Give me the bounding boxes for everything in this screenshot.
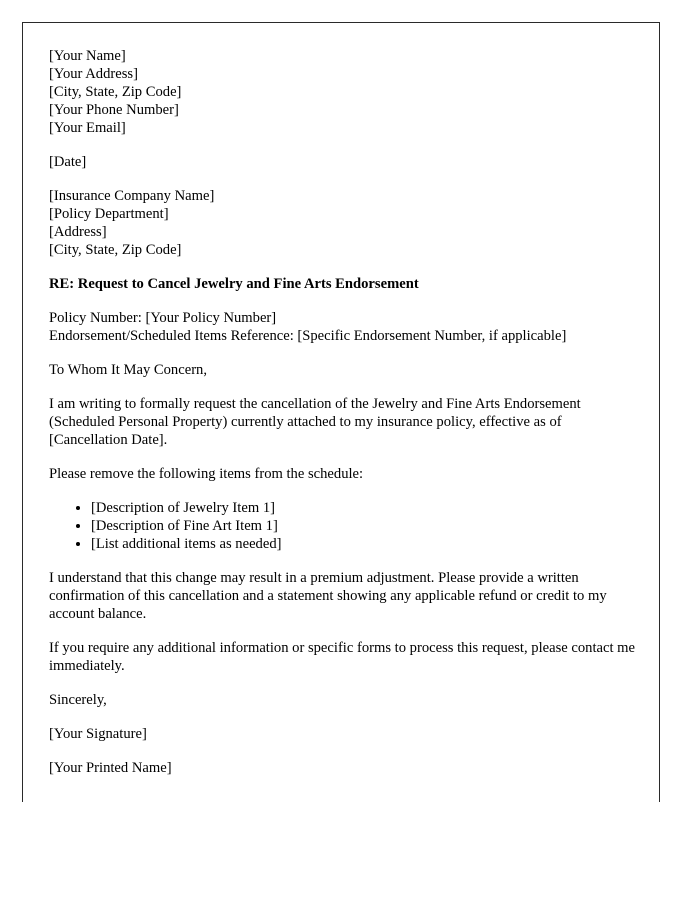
list-item: • [Description of Fine Art Item 1] bbox=[91, 517, 635, 535]
body-paragraph-contact: If you require any additional information or specific forms to process this request, please contact me immediately. bbox=[49, 640, 635, 674]
date-line: [Date] bbox=[49, 154, 87, 170]
recipient-address-block bbox=[49, 187, 635, 259]
sender-address-line: [Your Address] bbox=[49, 66, 138, 82]
signature-placeholder: [Your Signature] bbox=[49, 726, 147, 742]
recipient-address-line: [Address] bbox=[49, 224, 107, 240]
body-paragraph-request: I am writing to formally request the cancellation of the Jewelry and Fine Arts Endorsement (Scheduled Personal Property) currently attached to my insurance policy, effective as of [Cancellation Date]. bbox=[49, 396, 581, 448]
closing-line: Sincerely, bbox=[49, 692, 107, 708]
printed-name-placeholder: [Your Printed Name] bbox=[49, 760, 172, 776]
scheduled-items-list bbox=[49, 499, 635, 553]
sender-city-state-zip-line: [City, State, Zip Code] bbox=[49, 84, 182, 100]
body-paragraph-premium-adjustment: I understand that this change may result in a premium adjustment. Please provide a written confirmation of this cancellation and a statement showing any applicable refund or credit to my account balance. bbox=[49, 570, 607, 622]
letter-body bbox=[49, 47, 635, 777]
sender-phone-line: [Your Phone Number] bbox=[49, 102, 179, 118]
sender-name-line: [Your Name] bbox=[49, 48, 126, 64]
endorsement-reference-line: Endorsement/Scheduled Items Reference: [Specific Endorsement Number, if applicable] bbox=[49, 328, 567, 344]
document-page bbox=[22, 22, 660, 802]
policy-number-line: Policy Number: [Your Policy Number] bbox=[49, 310, 277, 326]
body-paragraph-remove-intro: Please remove the following items from the schedule: bbox=[49, 466, 364, 482]
salutation: To Whom It May Concern, bbox=[49, 362, 207, 378]
recipient-city-state-zip-line: [City, State, Zip Code] bbox=[49, 242, 182, 258]
recipient-company-line: [Insurance Company Name] bbox=[49, 188, 215, 204]
subject-line: RE: Request to Cancel Jewelry and Fine Arts Endorsement bbox=[49, 276, 419, 292]
policy-reference-block bbox=[49, 309, 635, 345]
sender-address-block bbox=[49, 47, 635, 137]
sender-email-line: [Your Email] bbox=[49, 120, 126, 136]
recipient-department-line: [Policy Department] bbox=[49, 206, 169, 222]
list-item: • [Description of Jewelry Item 1] bbox=[91, 499, 635, 517]
list-item: • [List additional items as needed] bbox=[91, 535, 635, 553]
